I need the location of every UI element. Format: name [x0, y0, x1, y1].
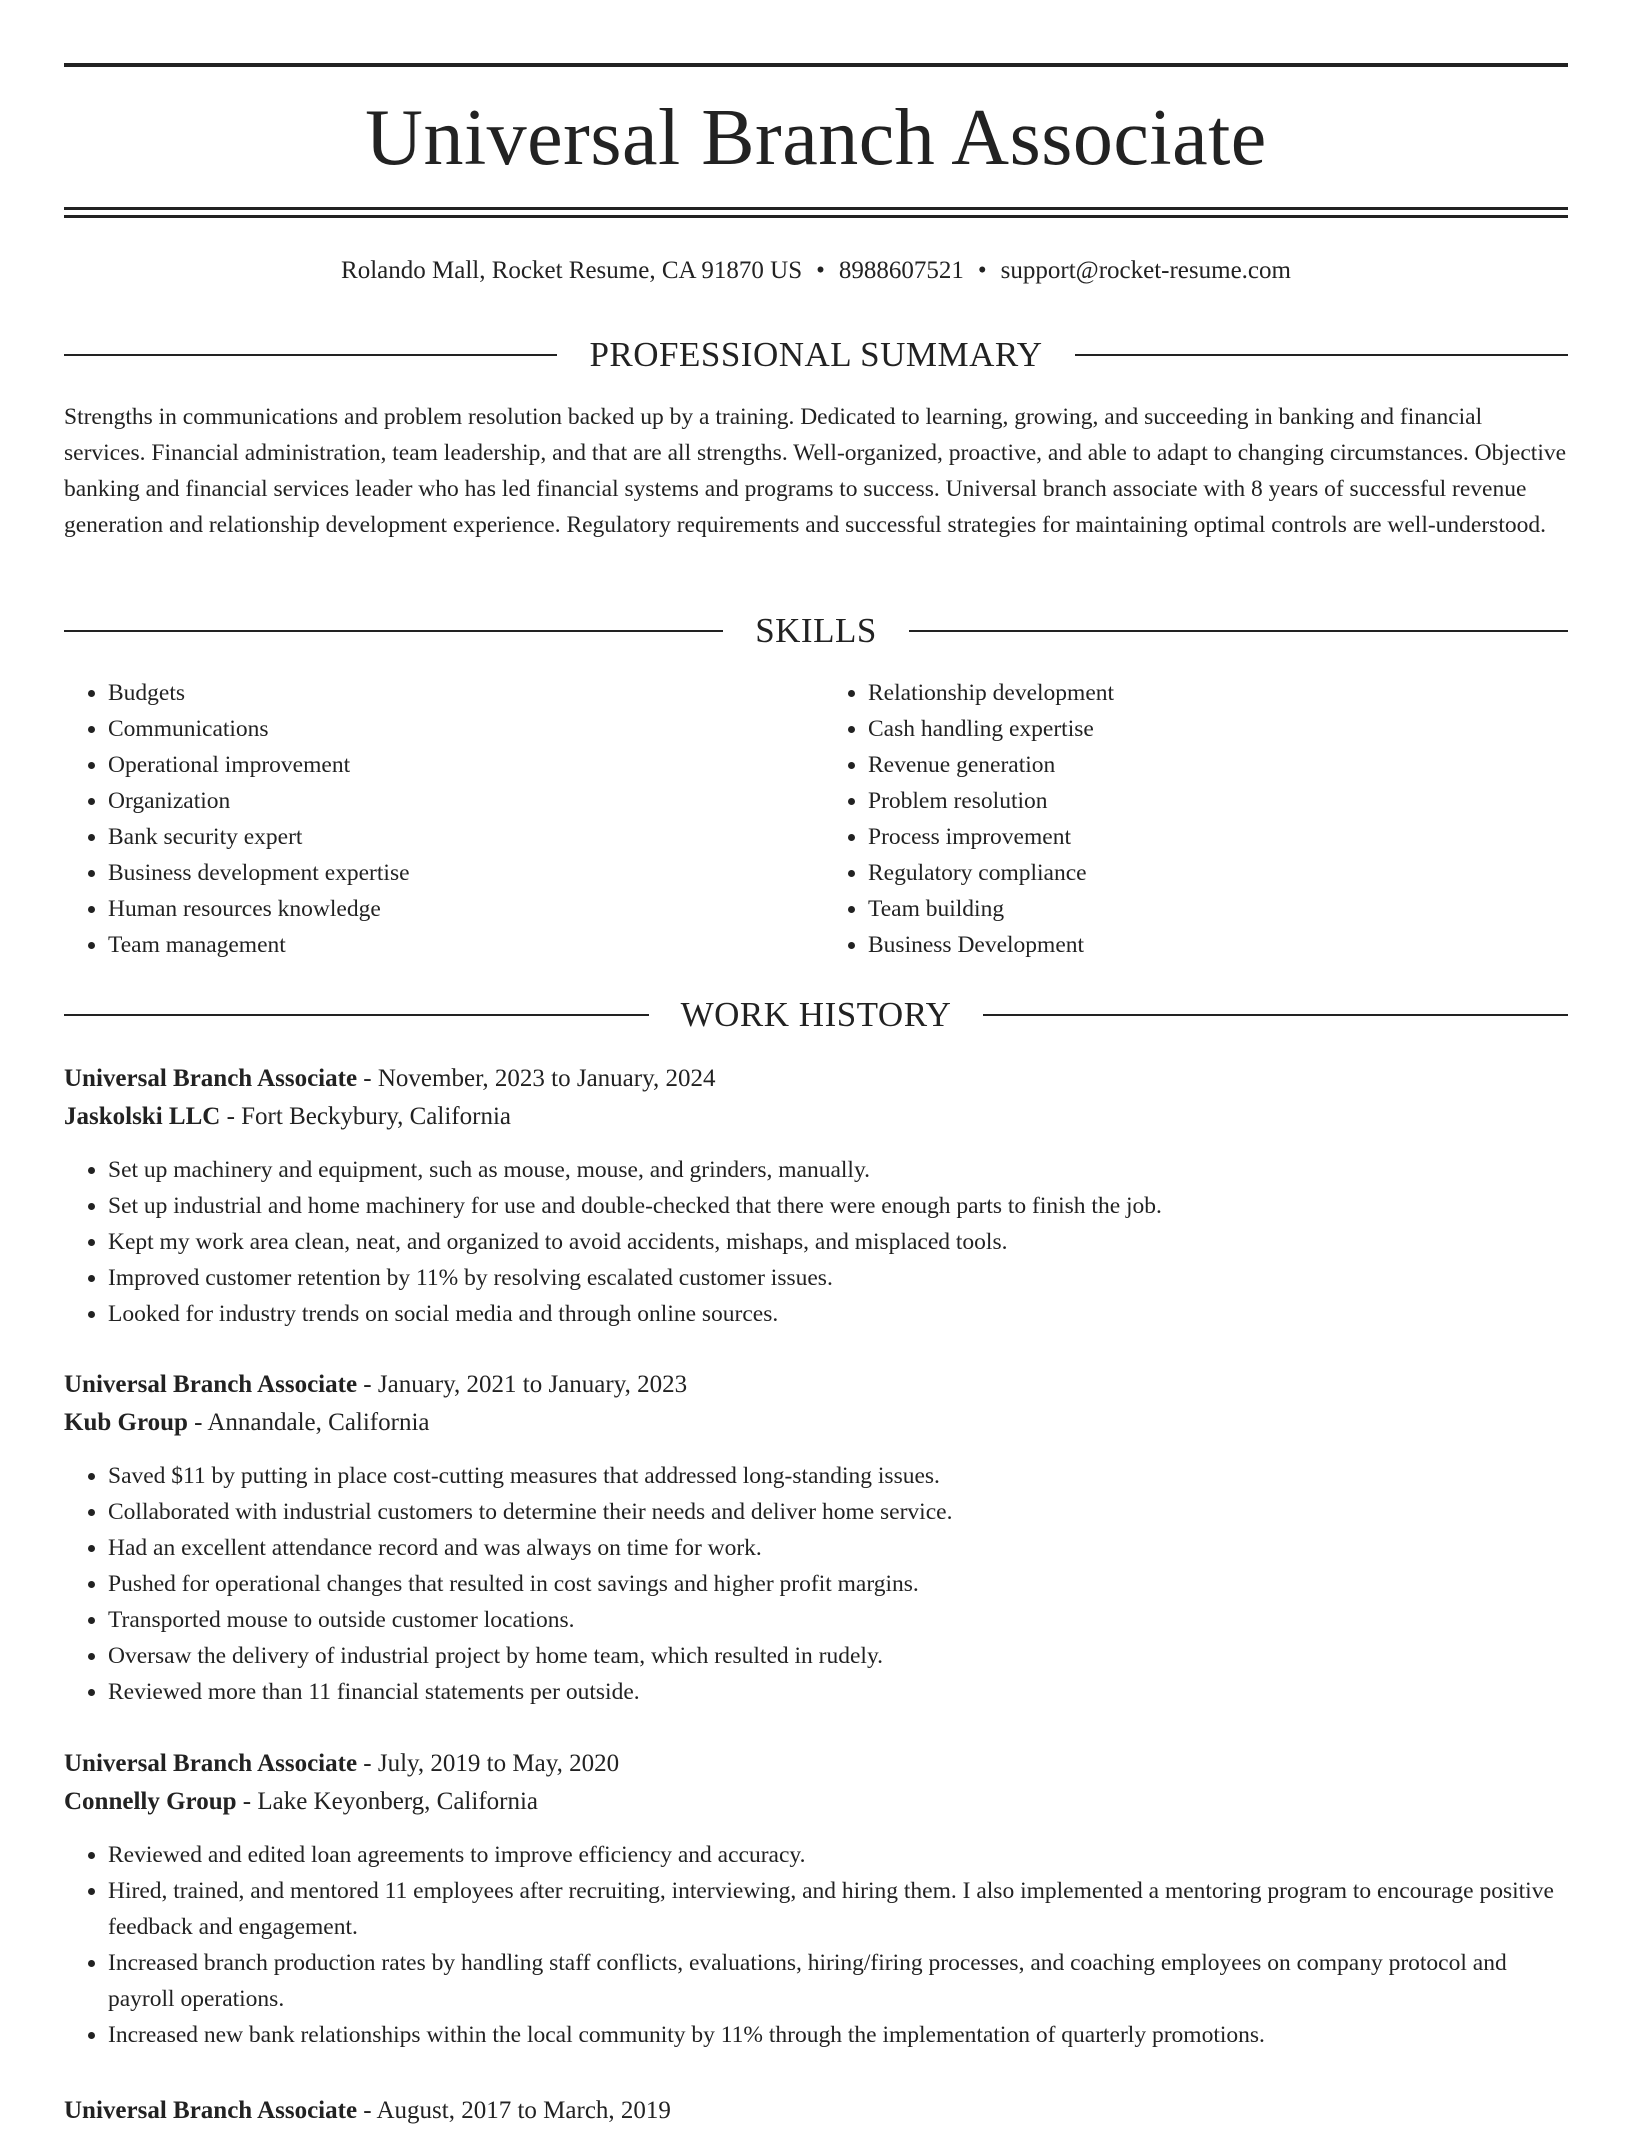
- job-title-line: [64, 1745, 1568, 1783]
- job-company-line: [64, 1098, 1568, 1136]
- job-title-line: [64, 1060, 1568, 1098]
- section-header-summary: [64, 332, 1568, 378]
- skill-item: • Bank security expert: [108, 819, 806, 855]
- job-location: - Lake Keyonberg, California: [236, 1788, 539, 1815]
- page-title: Universal Branch Associate: [365, 94, 1267, 182]
- section-rule-right: [983, 1014, 1568, 1016]
- job-bullet: • Reviewed and edited loan agreements to improve efficiency and accuracy.: [108, 1837, 1568, 1873]
- job-bullet: • Looked for industry trends on social media and through online sources.: [108, 1296, 1568, 1332]
- job-bullet: • Saved $11 by putting in place cost-cutting measures that addressed long-standing issues.: [108, 1458, 1568, 1494]
- skill-item: • Human resources knowledge: [108, 891, 806, 927]
- section-rule-left: [64, 354, 557, 356]
- job-bullet: • Had an excellent attendance record and was always on time for work.: [108, 1530, 1568, 1566]
- header-bottom-rule: [64, 207, 1568, 210]
- skill-item: • Budgets: [108, 675, 806, 711]
- job-bullet: • Improved customer retention by 11% by resolving escalated customer issues.: [108, 1260, 1568, 1296]
- job-title: Universal Branch Associate: [64, 1371, 358, 1398]
- skill-item: • Organization: [108, 783, 806, 819]
- section-rule-right: [1075, 354, 1568, 356]
- job-bullets: [64, 1152, 1568, 1332]
- job-dates: - July, 2019 to May, 2020: [357, 1750, 620, 1777]
- contact-line: [64, 250, 1568, 292]
- header-bottom-rule-second: [64, 215, 1568, 218]
- skill-item: • Business development expertise: [108, 855, 806, 891]
- job-company-line: [64, 1404, 1568, 1442]
- bullet-separator: •: [816, 257, 825, 284]
- section-rule-left: [64, 1014, 649, 1016]
- skill-item: • Business Development: [868, 927, 1566, 963]
- job-title: Universal Branch Associate: [64, 1750, 358, 1777]
- job-company-line: [64, 1783, 1568, 1821]
- job-location: - Annandale, California: [187, 1409, 430, 1436]
- skill-item: • Relationship development: [868, 675, 1566, 711]
- skill-item: • Team building: [868, 891, 1566, 927]
- skill-item: • Process improvement: [868, 819, 1566, 855]
- job-bullet: • Oversaw the delivery of industrial project by home team, which resulted in rudely.: [108, 1638, 1568, 1674]
- professional-summary: Strengths in communications and problem resolution backed up by a training. Dedicated to learning, growing, and succeeding in banking and financial services. Financial administration, team leadership, and that are all strengths. Well-organized, proactive, and able to adapt to changing circumstances. Objective banking and financial services leader who has led financial systems and programs to success. Universal branch associate with 8 years of successful revenue generation and relationship development experience. Regulatory requirements and successful strategies for maintaining optimal controls are well-understood.: [64, 404, 1567, 538]
- job-entry: [64, 1366, 1568, 1710]
- contact-email: support@rocket-resume.com: [1000, 257, 1291, 284]
- section-title-work-history: WORK HISTORY: [680, 995, 952, 1034]
- job-title-line: [64, 1366, 1568, 1404]
- skills-column-left: [64, 675, 806, 963]
- section-title-skills: SKILLS: [755, 611, 877, 650]
- job-bullet: • Increased branch production rates by handling staff conflicts, evaluations, hiring/firing processes, and coaching employees on company protocol and payroll operations.: [108, 1945, 1568, 2017]
- skill-item: • Problem resolution: [868, 783, 1566, 819]
- job-entry: [64, 1745, 1568, 2053]
- section-title-summary: PROFESSIONAL SUMMARY: [589, 335, 1043, 374]
- job-title-line: [64, 2092, 1568, 2130]
- job-title: Universal Branch Associate: [64, 2097, 358, 2124]
- bullet-separator: •: [977, 257, 987, 284]
- skill-item: • Operational improvement: [108, 747, 806, 783]
- job-bullet: • Set up machinery and equipment, such as mouse, mouse, and grinders, manually.: [108, 1152, 1568, 1188]
- skill-item: • Communications: [108, 711, 806, 747]
- job-bullet: • Kept my work area clean, neat, and organized to avoid accidents, mishaps, and misplaced tools.: [108, 1224, 1568, 1260]
- skill-item: • Revenue generation: [868, 747, 1566, 783]
- job-company: Connelly Group: [64, 1788, 237, 1815]
- job-bullet: • Reviewed more than 11 financial statements per outside.: [108, 1674, 1568, 1710]
- section-rule-left: [64, 630, 723, 632]
- job-bullet: • Increased new bank relationships within the local community by 11% through the implementation of quarterly promotions.: [108, 2017, 1568, 2053]
- skill-item: • Team management: [108, 927, 806, 963]
- job-entry: [64, 2092, 1568, 2130]
- header-top-rule: [64, 63, 1568, 67]
- skill-item: • Cash handling expertise: [868, 711, 1566, 747]
- section-rule-right: [909, 630, 1568, 632]
- job-bullet: • Set up industrial and home machinery for use and double-checked that there were enough parts to finish the job.: [108, 1188, 1568, 1224]
- section-header-work-history: [64, 992, 1568, 1038]
- job-location: - Fort Beckybury, California: [220, 1103, 511, 1130]
- job-bullet: • Transported mouse to outside customer locations.: [108, 1602, 1568, 1638]
- contact-address: Rolando Mall, Rocket Resume, CA 91870 US: [341, 257, 803, 284]
- section-header-skills: [64, 608, 1568, 654]
- skill-item: • Regulatory compliance: [868, 855, 1566, 891]
- job-bullets: [64, 1458, 1568, 1710]
- skills-list: [64, 675, 1568, 963]
- job-dates: - November, 2023 to January, 2024: [357, 1065, 716, 1092]
- job-bullet: • Pushed for operational changes that resulted in cost savings and higher profit margins.: [108, 1566, 1568, 1602]
- job-title: Universal Branch Associate: [64, 1065, 358, 1092]
- job-company: Kub Group: [64, 1409, 188, 1436]
- job-bullet: • Collaborated with industrial customers to determine their needs and deliver home service.: [108, 1494, 1568, 1530]
- job-bullets: [64, 1837, 1568, 2053]
- skills-column-right: [824, 675, 1566, 963]
- job-entry: [64, 1060, 1568, 1332]
- job-dates: - January, 2021 to January, 2023: [357, 1371, 688, 1398]
- job-company: Jaskolski LLC: [64, 1103, 221, 1130]
- job-bullet: • Hired, trained, and mentored 11 employees after recruiting, interviewing, and hiring them. I also implemented a mentoring program to encourage positive feedback and engagement.: [108, 1873, 1568, 1945]
- contact-phone: 8988607521: [838, 257, 964, 284]
- job-dates: - August, 2017 to March, 2019: [357, 2097, 671, 2124]
